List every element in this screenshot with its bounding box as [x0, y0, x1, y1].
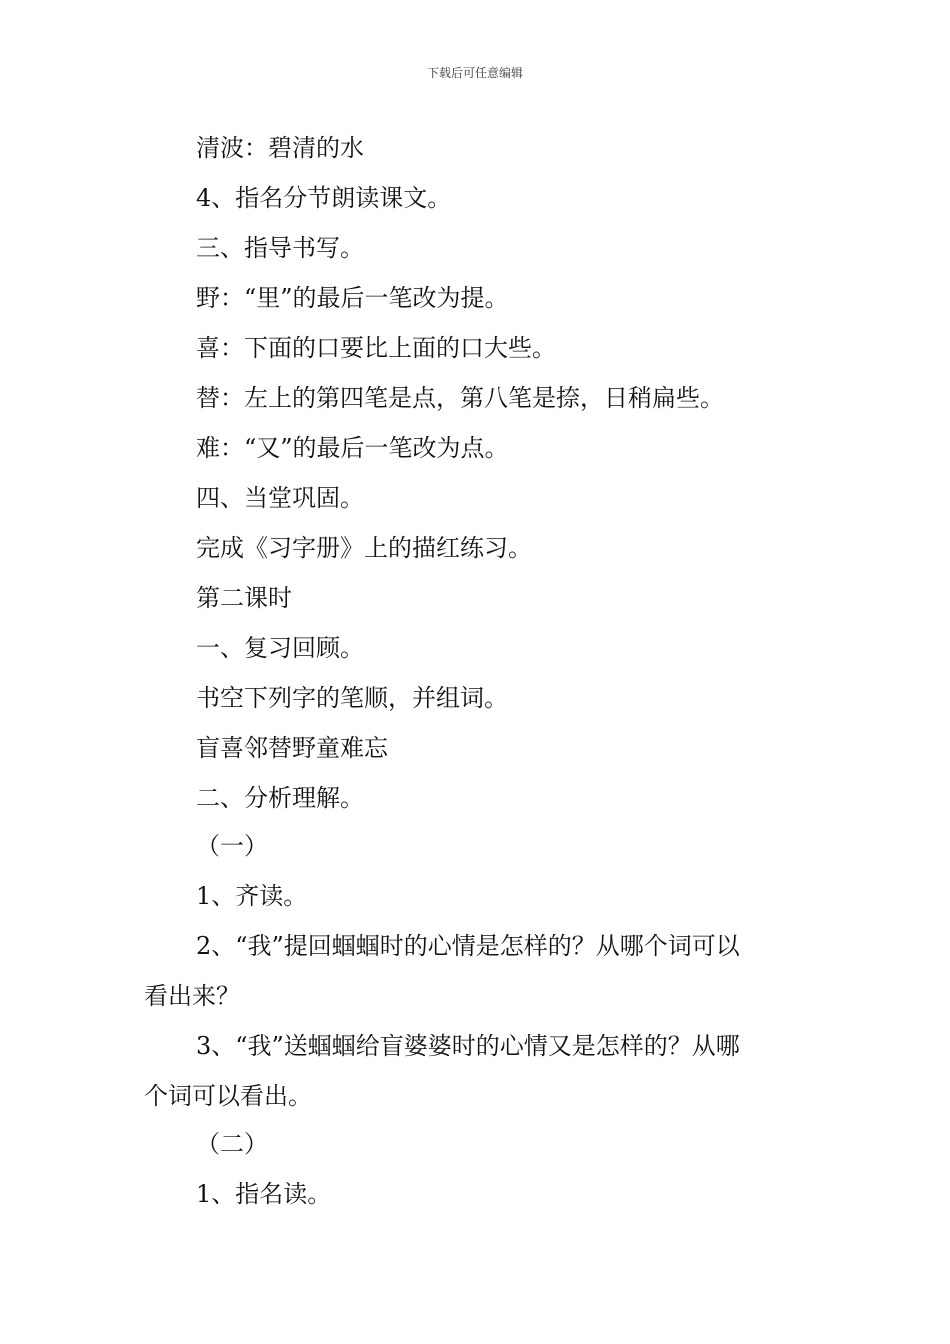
text-line: 喜：下面的口要比上面的口大些。: [196, 334, 556, 362]
question-line: 看出来？: [144, 982, 240, 1010]
subsection-heading: （一）: [196, 832, 268, 860]
text-line: 替：左上的第四笔是点，第八笔是捺，日稍扁些。: [196, 384, 724, 412]
text-line: 完成《习字册》上的描红练习。: [196, 534, 532, 562]
lesson-heading: 第二课时: [196, 584, 292, 612]
text-line: 难：“又”的最后一笔改为点。: [196, 434, 509, 462]
question-line: 个词可以看出。: [144, 1082, 312, 1110]
text-line: 书空下列字的笔顺，并组词。: [196, 684, 508, 712]
page-header: 下载后可任意编辑: [426, 66, 523, 80]
section-heading: 四、当堂巩固。: [196, 484, 364, 512]
text-line: 清波：碧清的水: [196, 134, 364, 162]
text-line: 1、指名读。: [196, 1180, 332, 1208]
section-heading: 三、指导书写。: [196, 234, 364, 262]
section-heading: 二、分析理解。: [196, 784, 364, 812]
text-line: 野：“里”的最后一笔改为提。: [196, 284, 509, 312]
section-heading: 一、复习回顾。: [196, 634, 364, 662]
text-line: 1、齐读。: [196, 882, 308, 910]
text-line: 4、指名分节朗读课文。: [196, 184, 452, 212]
question-line: 3、“我”送蝈蝈给盲婆婆时的心情又是怎样的？从哪: [196, 1032, 740, 1060]
subsection-heading: （二）: [196, 1130, 268, 1158]
question-line: 2、“我”提回蝈蝈时的心情是怎样的？从哪个词可以: [196, 932, 740, 960]
text-line: 盲喜邻替野童难忘: [196, 734, 388, 762]
